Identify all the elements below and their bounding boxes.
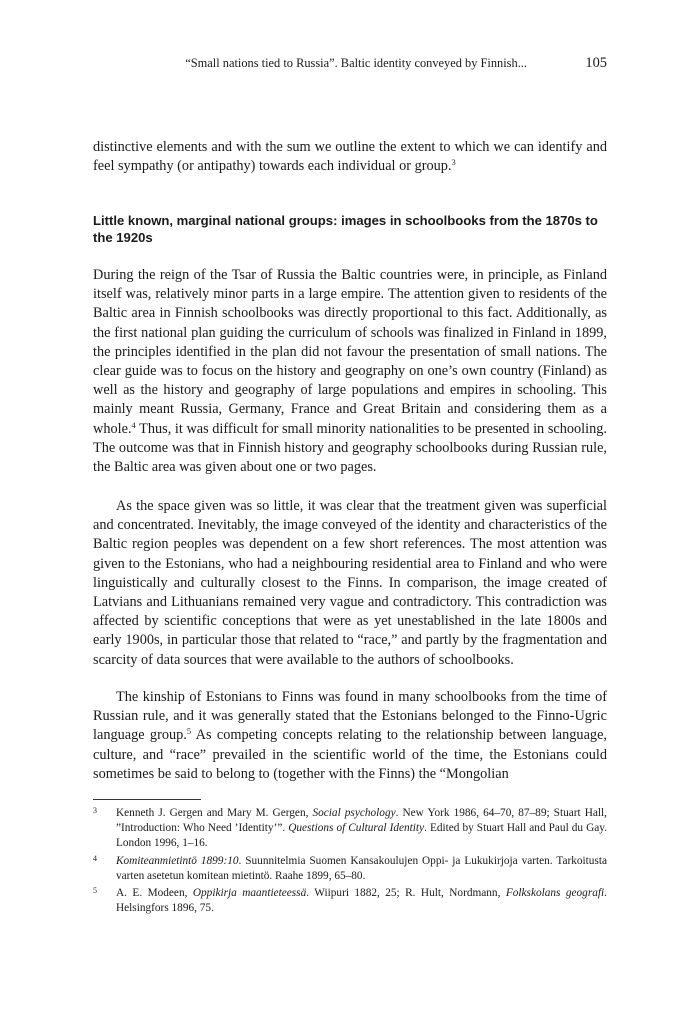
footnote-text: A. E. Modeen,: [116, 887, 193, 900]
paragraph-4: [93, 688, 607, 784]
footnote-text: . Helsingfors 1896, 75.: [116, 887, 607, 915]
footnote-5: [93, 886, 607, 916]
paragraph-4-text-b: As competing concepts relating to the relationship between language, culture, and “race” prevailed in the scientific world of the time, the Estonians could sometimes be said to belong to (together with the Finns) the “Mongolian: [93, 727, 607, 782]
footnote-text: . New York 1986, 64–70, 87–89; Stuart Hall, ”Introduction: Who Need ’Identity’”.: [116, 807, 607, 835]
paragraph-1-text: distinctive elements and with the sum we outline the extent to which we can identify and feel sympathy (or antipathy) towards each individual or group.: [93, 139, 607, 175]
footnote-3: [93, 806, 607, 852]
footnote-title: Questions of Cultural Identity: [288, 822, 425, 835]
footnote-title: Oppikirja maantieteessä: [192, 887, 307, 900]
paragraph-2-text-b: Thus, it was difficult for small minority nationalities to be presented in schooling. The outcome was that in Finnish history and geography schoolbooks during Russian rule, the Baltic area was given about one or two pages.: [93, 420, 607, 476]
footnote-4: [93, 854, 607, 884]
paragraph-1: [93, 138, 607, 176]
paragraph-3: As the space given was so little, it was clear that the treatment given was superficial and concentrated. Inevitably, the image conveyed of the identity and characteristics of the Baltic region peoples was dependent on a few short references. The most attention was given to the Estonians, who had a neighbouring residential area to Finland and who were linguistically and culturally closest to the Finns. In comparison, the image created of Latvians and Lithuanians remained very vague and contradictory. This contradiction was affected by scientific conceptions that were as yet unestablished in the late 1800s and early 1900s, in particular those that related to “race,” and partly by the fragmentation and scarcity of data sources that were available to the authors of schoolbooks.: [93, 498, 607, 668]
footnote-text: . Edited by Stuart Hall and Paul du Gay. London 1996, 1–16.: [116, 822, 607, 850]
paragraph-4-text-a: The kinship of Estonians to Finns was found in many schoolbooks from the time of Russian rule, and it was generally stated that the Estonians belonged to the Finno-Ugric language group.: [93, 689, 607, 744]
footnote-text: . Wiipuri 1882, 25; R. Hult, Nordmann,: [306, 887, 506, 900]
footnote-ref-3[interactable]: 3: [451, 157, 456, 168]
footnote-marker: 5: [93, 886, 97, 896]
footnote-text: . Suunnitelmia Suomen Kansakoulujen Oppi- ja Lukukirjoja varten. Tarkoitusta varten asetetun komitean mietintö. Raahe 1899, 65–80.: [116, 854, 607, 882]
footnote-title: Komiteanmietintö 1899:10: [116, 854, 239, 867]
paragraph-2: [93, 266, 607, 477]
footnote-title: Social psychology: [312, 807, 396, 819]
footnote-marker: 3: [93, 806, 97, 815]
footnote-divider: [93, 799, 201, 800]
footnote-marker: 4: [93, 853, 97, 863]
footnotes: [93, 806, 607, 918]
page-number: 105: [585, 55, 607, 71]
footnote-title: Folkskolans geografi: [505, 887, 605, 900]
section-heading: Little known, marginal national groups: images in schoolbooks from the 1870s to the 1920s: [93, 213, 598, 245]
paragraph-2-text-a: During the reign of the Tsar of Russia the Baltic countries were, in principle, as Finland itself was, relatively minor parts in a large empire. The attention given to residents of the Baltic area in Finnish schoolbooks was directly proportional to this fact. Additionally, as the first national plan guiding the curriculum of schools was finalized in Finland in 1899, the principles identified in the plan did not favour the presentation of small nations. The clear guide was to focus on the history and geography on one’s own country (Finland) as well as the history and geography of large populations and empires in schooling. This mainly meant Russia, Germany, France and Great Britain and considering them as a whole.: [93, 267, 607, 437]
footnote-ref-4[interactable]: 4: [131, 419, 136, 430]
running-header: [93, 56, 607, 72]
footnote-ref-5[interactable]: 5: [186, 726, 192, 737]
footnote-text: Kenneth J. Gergen and Mary M. Gergen,: [116, 807, 313, 819]
running-title: “Small nations tied to Russia”. Baltic identity conveyed by Finnish...: [185, 56, 527, 70]
